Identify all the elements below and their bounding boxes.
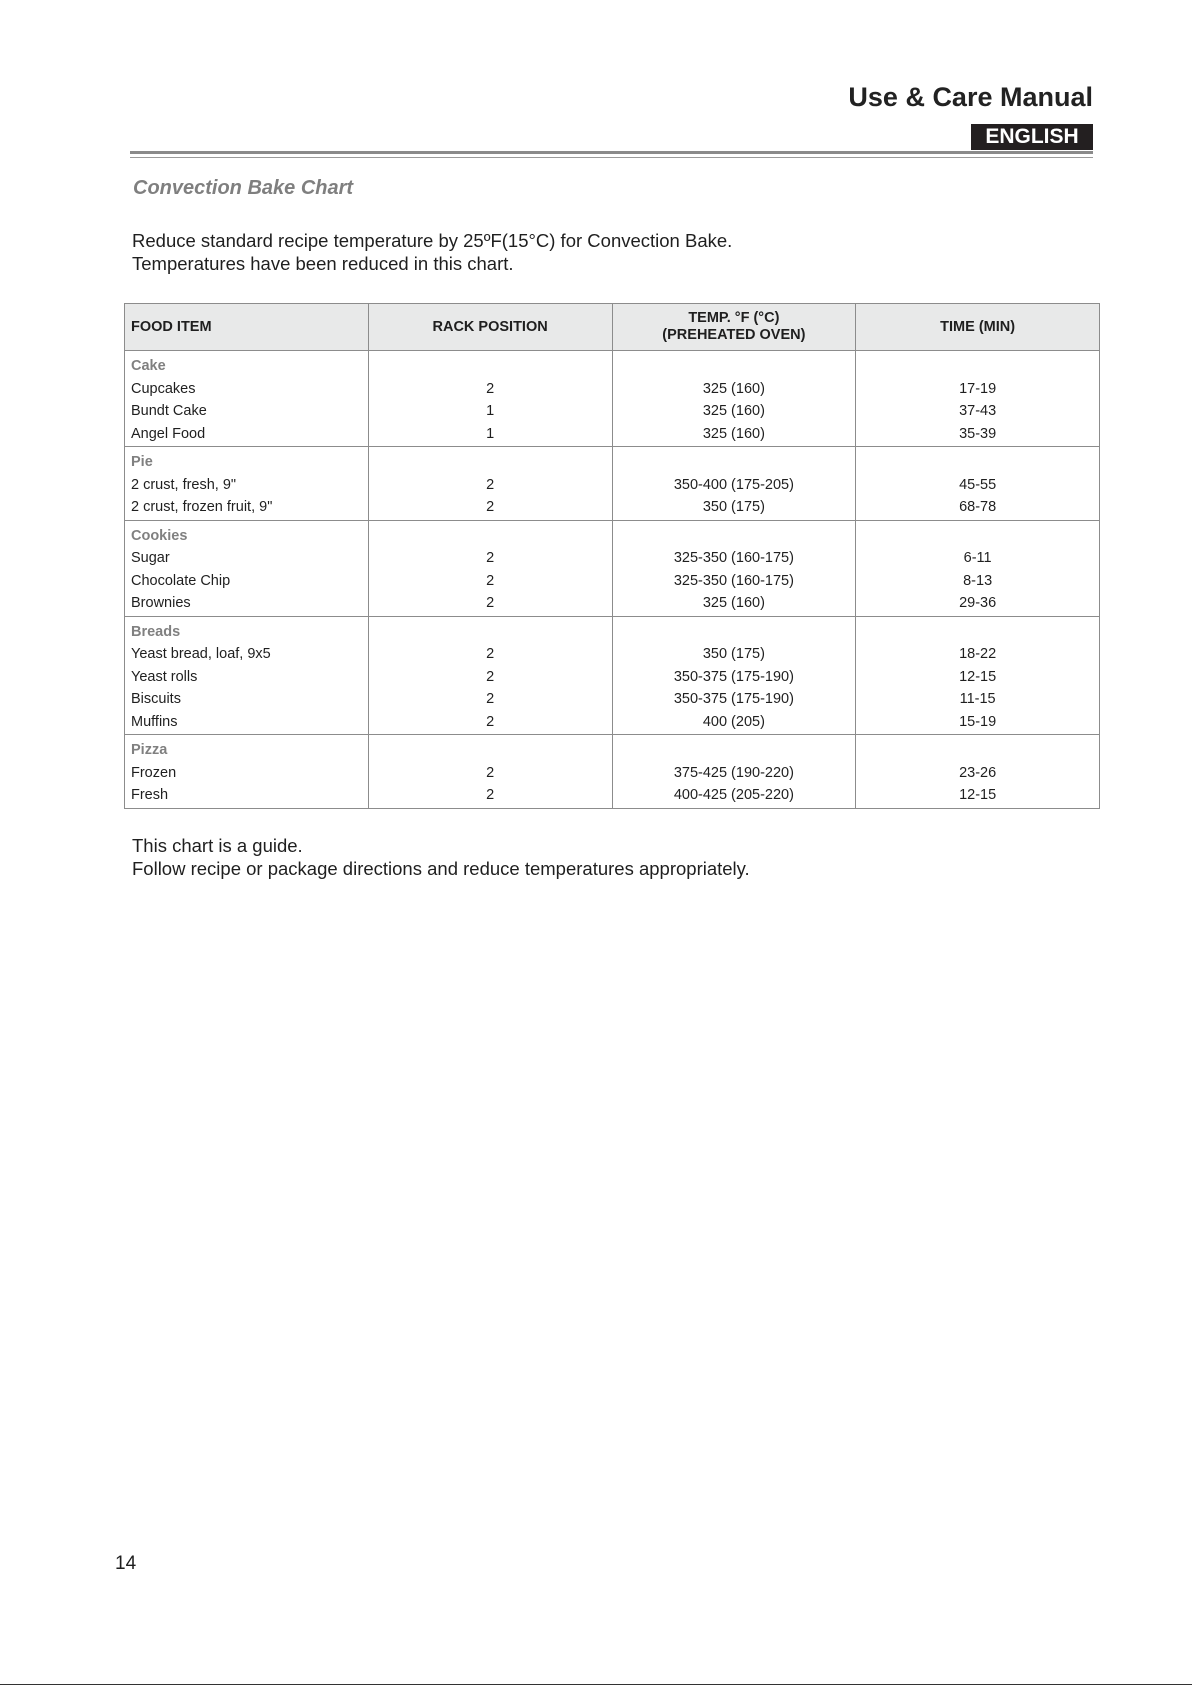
temperature-cell: 325-350 (160-175) xyxy=(612,547,856,570)
empty-cell xyxy=(856,735,1100,762)
category-group-breads xyxy=(125,616,1100,735)
empty-cell xyxy=(612,520,856,547)
category-group-cookies xyxy=(125,520,1100,616)
empty-cell xyxy=(612,616,856,643)
table-row xyxy=(125,784,1100,808)
temperature-cell: 375-425 (190-220) xyxy=(612,762,856,785)
header-temp-line: (PREHEATED OVEN) xyxy=(662,327,806,343)
header-temp xyxy=(612,304,856,351)
temperature-cell: 350 (175) xyxy=(612,496,856,520)
category-label: Cake xyxy=(125,351,369,378)
footer-note xyxy=(132,834,750,880)
table-row xyxy=(125,547,1100,570)
rack-position-cell: 2 xyxy=(368,592,612,616)
food-item-cell: Bundt Cake xyxy=(125,400,369,423)
rack-position-cell: 2 xyxy=(368,762,612,785)
rack-position-cell: 2 xyxy=(368,711,612,735)
time-cell: 68-78 xyxy=(856,496,1100,520)
food-item-cell: 2 crust, fresh, 9" xyxy=(125,474,369,497)
table-row xyxy=(125,400,1100,423)
category-group-cake xyxy=(125,351,1100,447)
intro-text xyxy=(132,229,732,275)
food-item-cell: Sugar xyxy=(125,547,369,570)
empty-cell xyxy=(368,735,612,762)
temperature-cell: 350 (175) xyxy=(612,643,856,666)
food-item-cell: Fresh xyxy=(125,784,369,808)
empty-cell xyxy=(368,520,612,547)
empty-cell xyxy=(856,520,1100,547)
rack-position-cell: 1 xyxy=(368,400,612,423)
category-group-pie xyxy=(125,447,1100,521)
temperature-cell: 400 (205) xyxy=(612,711,856,735)
intro-line: Temperatures have been reduced in this chart. xyxy=(132,253,514,274)
category-row xyxy=(125,735,1100,762)
empty-cell xyxy=(612,351,856,378)
temperature-cell: 325-350 (160-175) xyxy=(612,570,856,593)
food-item-cell: 2 crust, frozen fruit, 9" xyxy=(125,496,369,520)
temperature-cell: 325 (160) xyxy=(612,423,856,447)
header-time: TIME (MIN) xyxy=(856,304,1100,351)
time-cell: 45-55 xyxy=(856,474,1100,497)
header-divider xyxy=(130,151,1093,154)
time-cell: 11-15 xyxy=(856,688,1100,711)
header-divider-thin xyxy=(130,157,1093,158)
time-cell: 6-11 xyxy=(856,547,1100,570)
category-row xyxy=(125,447,1100,474)
table-row xyxy=(125,570,1100,593)
page-number: 14 xyxy=(115,1553,137,1574)
food-item-cell: Brownies xyxy=(125,592,369,616)
time-cell: 12-15 xyxy=(856,666,1100,689)
temperature-cell: 325 (160) xyxy=(612,592,856,616)
temperature-cell: 325 (160) xyxy=(612,400,856,423)
table-row xyxy=(125,762,1100,785)
category-label: Pizza xyxy=(125,735,369,762)
language-badge: ENGLISH xyxy=(971,124,1093,150)
empty-cell xyxy=(856,447,1100,474)
category-label: Cookies xyxy=(125,520,369,547)
category-row xyxy=(125,351,1100,378)
time-cell: 29-36 xyxy=(856,592,1100,616)
food-item-cell: Biscuits xyxy=(125,688,369,711)
category-row xyxy=(125,616,1100,643)
rack-position-cell: 2 xyxy=(368,643,612,666)
time-cell: 18-22 xyxy=(856,643,1100,666)
rack-position-cell: 2 xyxy=(368,570,612,593)
section-title: Convection Bake Chart xyxy=(133,177,354,199)
intro-line: Reduce standard recipe temperature by 25ºF(15°C) for Convection Bake. xyxy=(132,230,733,251)
rack-position-cell: 2 xyxy=(368,666,612,689)
category-label: Pie xyxy=(125,447,369,474)
table-row xyxy=(125,496,1100,520)
footer-note-line: Follow recipe or package directions and reduce temperatures appropriately. xyxy=(132,858,750,879)
temperature-cell: 400-425 (205-220) xyxy=(612,784,856,808)
food-item-cell: Muffins xyxy=(125,711,369,735)
empty-cell xyxy=(368,351,612,378)
rack-position-cell: 2 xyxy=(368,496,612,520)
header-temp-line: TEMP. °F (°C) xyxy=(688,310,780,326)
food-item-cell: Cupcakes xyxy=(125,378,369,401)
time-cell: 8-13 xyxy=(856,570,1100,593)
table-row xyxy=(125,592,1100,616)
temperature-cell: 350-400 (175-205) xyxy=(612,474,856,497)
header-rack-position: RACK POSITION xyxy=(368,304,612,351)
temperature-cell: 325 (160) xyxy=(612,378,856,401)
table-row xyxy=(125,474,1100,497)
table-row xyxy=(125,378,1100,401)
table-header-row xyxy=(125,304,1100,351)
category-row xyxy=(125,520,1100,547)
empty-cell xyxy=(612,447,856,474)
table-row xyxy=(125,711,1100,735)
rack-position-cell: 2 xyxy=(368,474,612,497)
temperature-cell: 350-375 (175-190) xyxy=(612,666,856,689)
time-cell: 37-43 xyxy=(856,400,1100,423)
temperature-cell: 350-375 (175-190) xyxy=(612,688,856,711)
table-row xyxy=(125,688,1100,711)
rack-position-cell: 1 xyxy=(368,423,612,447)
time-cell: 12-15 xyxy=(856,784,1100,808)
category-group-pizza xyxy=(125,735,1100,809)
rack-position-cell: 2 xyxy=(368,688,612,711)
empty-cell xyxy=(856,616,1100,643)
time-cell: 17-19 xyxy=(856,378,1100,401)
time-cell: 23-26 xyxy=(856,762,1100,785)
food-item-cell: Frozen xyxy=(125,762,369,785)
convection-bake-table xyxy=(124,303,1100,809)
table-row xyxy=(125,643,1100,666)
empty-cell xyxy=(856,351,1100,378)
table-header xyxy=(125,304,1100,351)
food-item-cell: Yeast bread, loaf, 9x5 xyxy=(125,643,369,666)
food-item-cell: Yeast rolls xyxy=(125,666,369,689)
table-row xyxy=(125,423,1100,447)
rack-position-cell: 2 xyxy=(368,547,612,570)
food-item-cell: Angel Food xyxy=(125,423,369,447)
rack-position-cell: 2 xyxy=(368,378,612,401)
empty-cell xyxy=(612,735,856,762)
table-row xyxy=(125,666,1100,689)
time-cell: 35-39 xyxy=(856,423,1100,447)
empty-cell xyxy=(368,616,612,643)
footer-note-line: This chart is a guide. xyxy=(132,835,303,856)
time-cell: 15-19 xyxy=(856,711,1100,735)
manual-title: Use & Care Manual xyxy=(848,82,1093,112)
food-item-cell: Chocolate Chip xyxy=(125,570,369,593)
rack-position-cell: 2 xyxy=(368,784,612,808)
header-food-item: FOOD ITEM xyxy=(125,304,369,351)
category-label: Breads xyxy=(125,616,369,643)
empty-cell xyxy=(368,447,612,474)
